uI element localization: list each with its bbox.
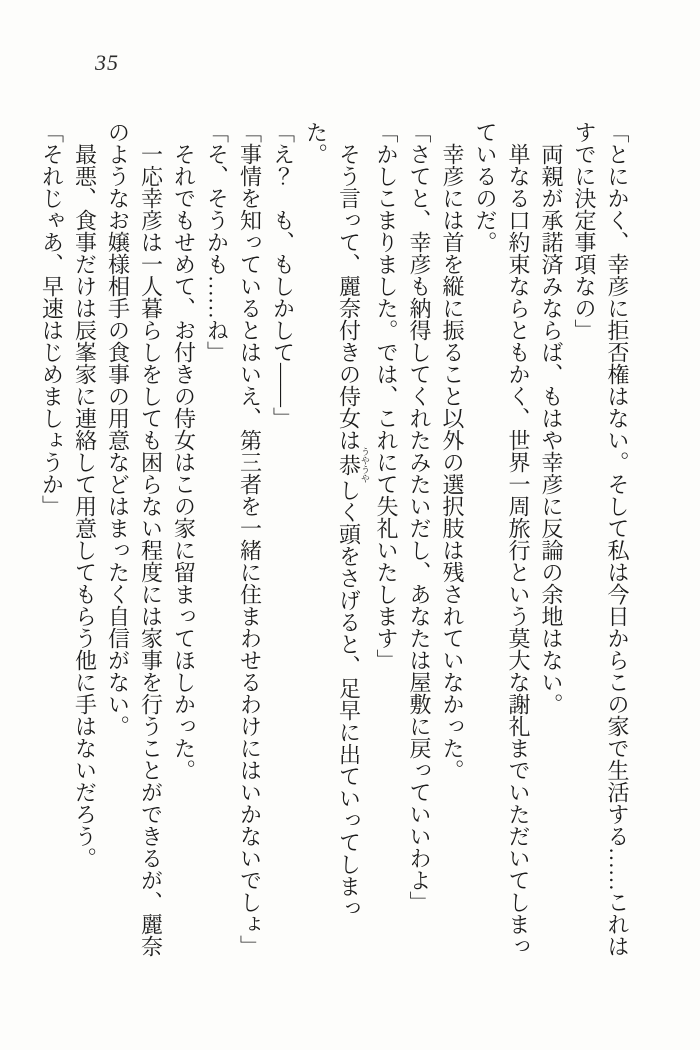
narrative-paragraph: それでもせめて、お付きの侍女はこの家に留まってほしかった。 (171, 143, 197, 781)
narrative-paragraph: 単なる口約束ならともかく、世界一周旅行という莫大な謝礼までいただいてしまっているのだ。 (473, 121, 531, 957)
narrative-paragraph: そう言って、麗奈付きの侍女は恭うやうやしく頭をさげると、足早に出ていってしまった。 (303, 121, 370, 919)
furigana-ruby: 恭うやうや (336, 447, 370, 483)
dialogue-paragraph: 「事情を知っているとはいえ、第三者を一緒に住まわせるわけにはいかないでしょ」 (237, 121, 263, 957)
dialogue-paragraph: 「それじゃあ、早速はじめましょうか」 (39, 121, 65, 517)
dialogue-paragraph: 「そ、そうかも……ね」 (204, 121, 230, 363)
dialogue-paragraph: 「かしこまりました。では、これにて失礼いたします」 (374, 121, 399, 671)
novel-text-block (36, 121, 635, 957)
narrative-paragraph: 一応幸彦は一人暮らしをしても困らない程度には家事を行うことができるが、麗奈のようなお嬢様相手の食事の用意などはまったく自信がない。 (105, 121, 164, 957)
narrative-paragraph: 幸彦には首を縦に振ること以外の選択肢は残されていなかった。 (440, 143, 465, 781)
page-number: 35 (95, 50, 119, 75)
dialogue-paragraph: 「え？ も、もしかして――」 (270, 121, 296, 429)
dialogue-paragraph: 「とにかく、幸彦に拒否権はない。そして私は今日からこの家で生活する……これはすでに決定事項なの」 (572, 121, 630, 957)
narrative-paragraph: 両親が承諾済みならば、もはや幸彦に反論の余地はない。 (539, 143, 564, 715)
narrative-paragraph: 最悪、食事だけは辰峯家に連絡して用意してもらう他に手はないだろう。 (72, 143, 98, 869)
dialogue-paragraph: 「さてと、幸彦も納得してくれたみたいだし、あなたは屋敷に戻っていいわよ」 (407, 121, 432, 913)
